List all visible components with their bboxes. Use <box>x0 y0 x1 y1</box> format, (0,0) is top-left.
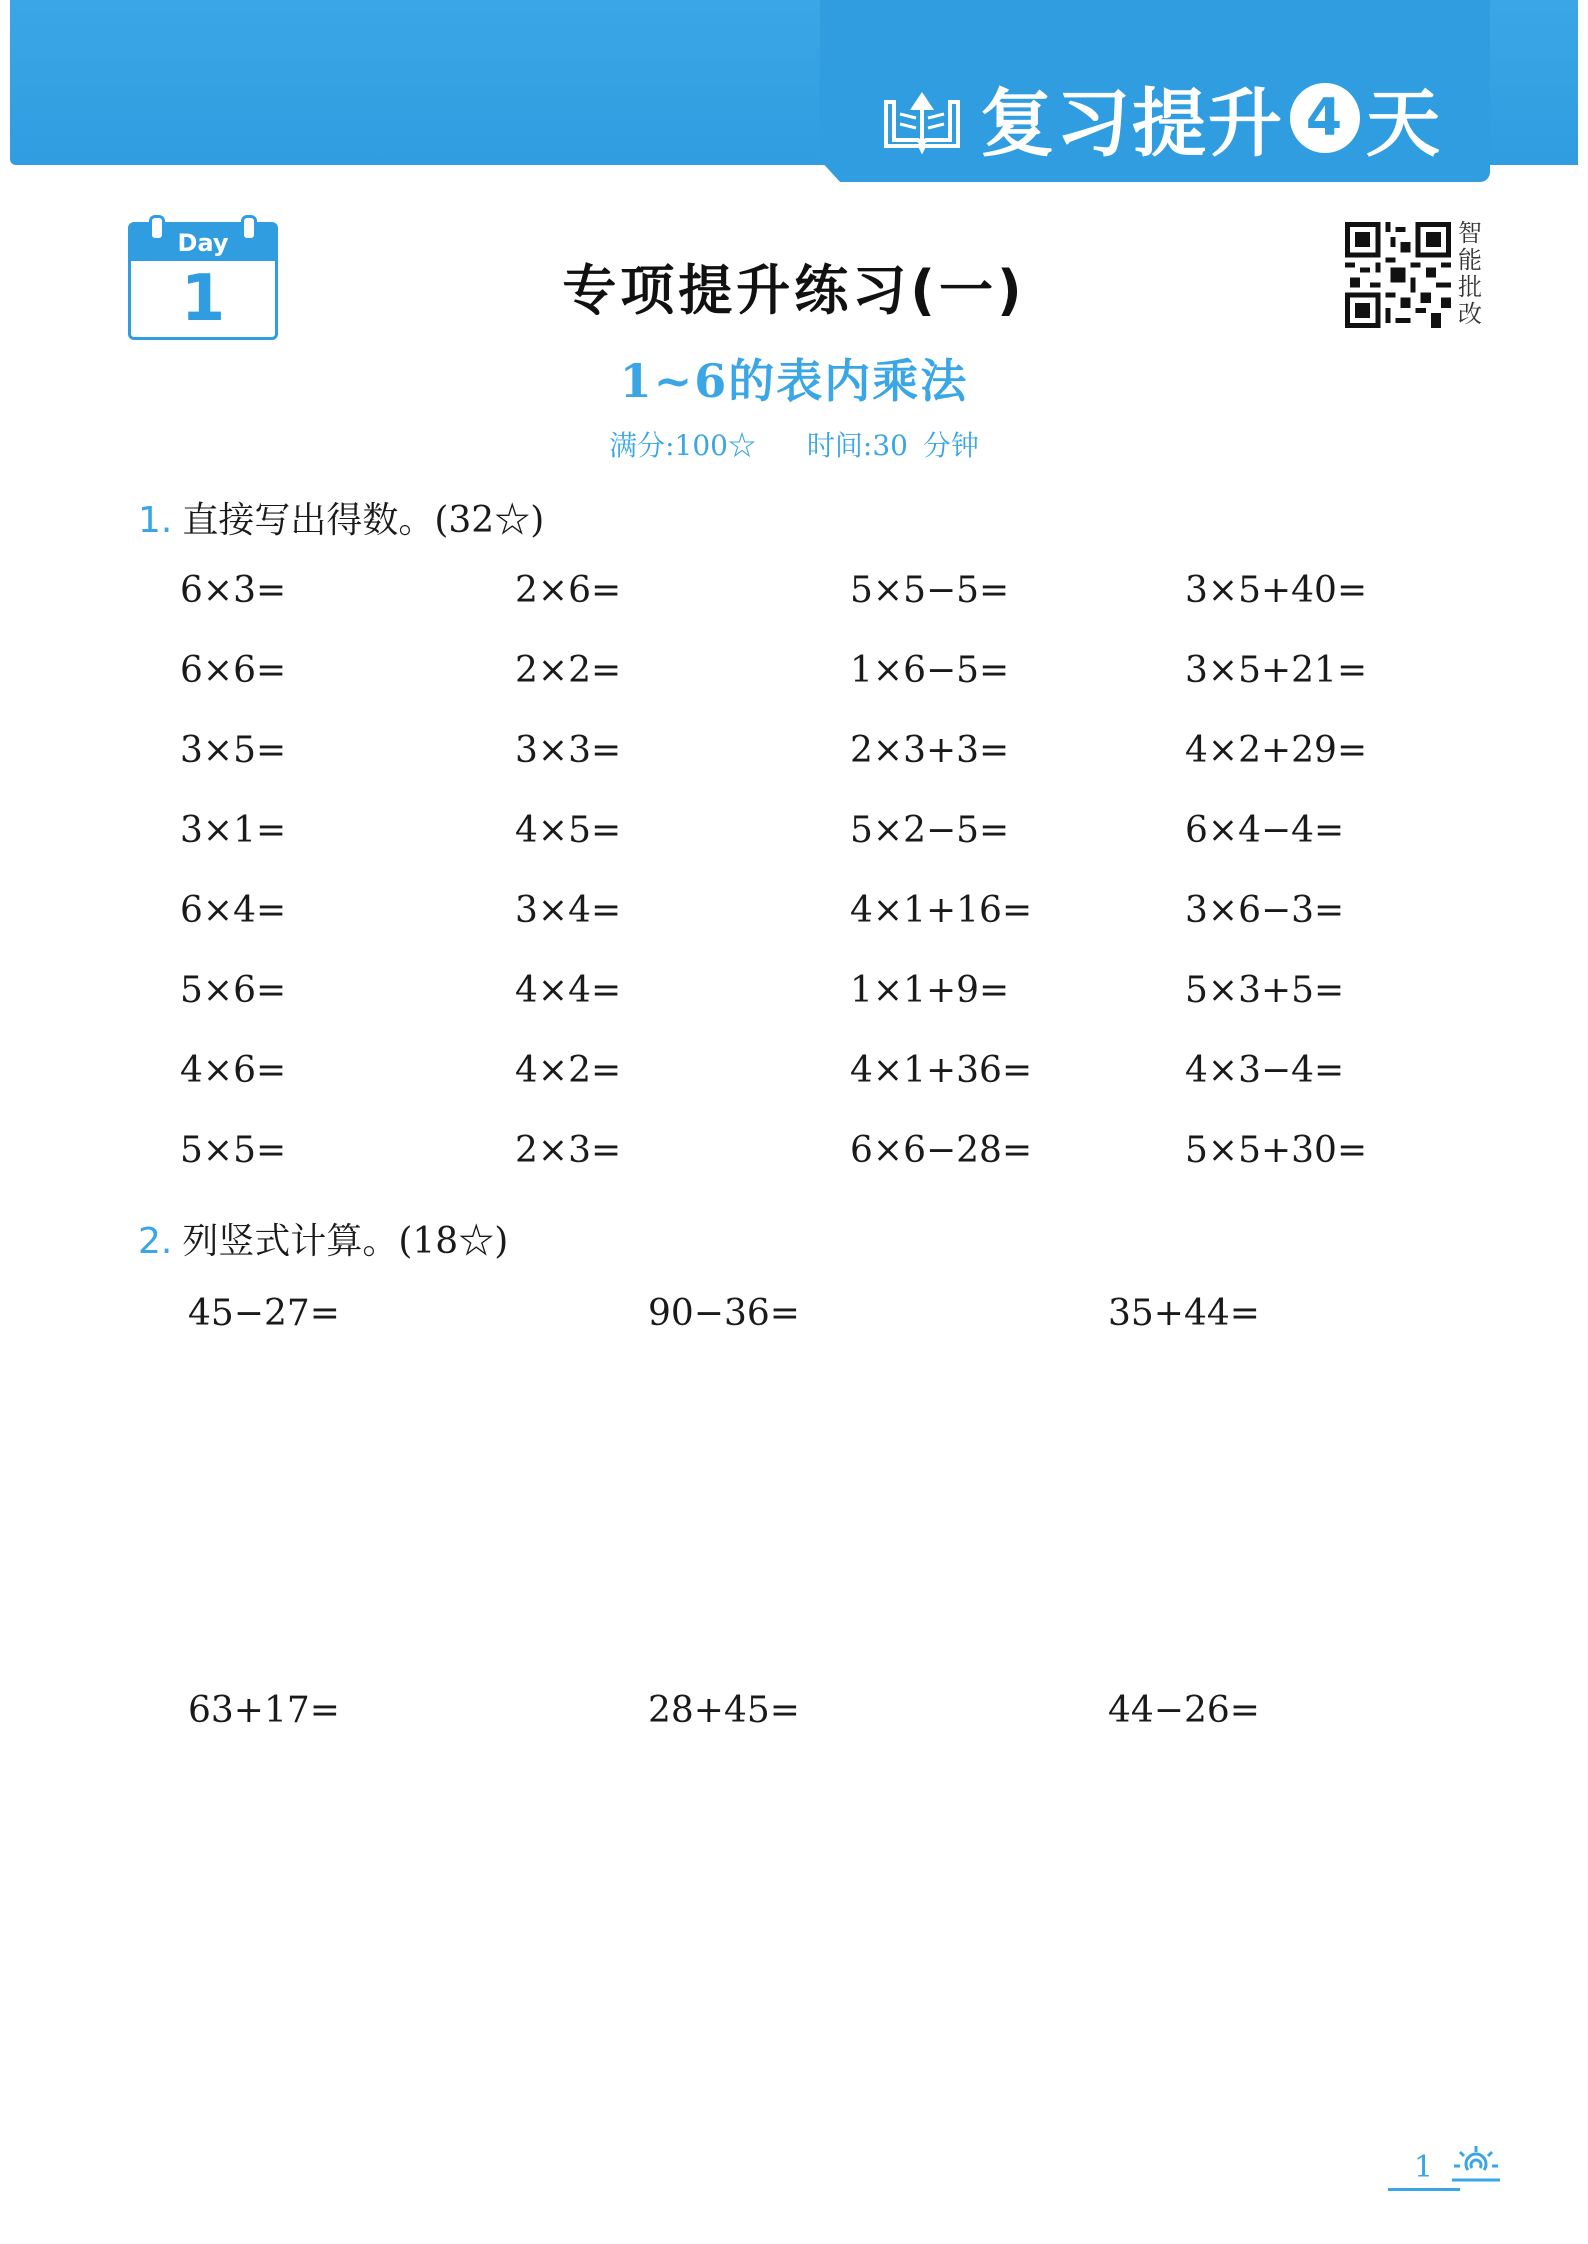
arithmetic-problem: 2×3+3= <box>850 730 1010 771</box>
calendar-ring-icon <box>241 215 257 241</box>
arithmetic-problem: 2×6= <box>515 570 622 611</box>
arithmetic-problem: 4×1+36= <box>850 1050 1033 1091</box>
banner-title <box>980 65 1442 171</box>
arithmetic-problem: 4×1+16= <box>850 890 1033 931</box>
time-limit: 时间:30 分钟 <box>806 429 979 462</box>
section1-number: 1. <box>138 500 173 541</box>
page-number: 1 <box>1414 2150 1434 2185</box>
section1-problem-grid <box>180 570 1400 1210</box>
section1-instruction: 直接写出得数。(32☆) <box>182 500 545 541</box>
full-score: 满分:100☆ <box>609 429 756 462</box>
arithmetic-problem: 3×5+21= <box>1185 650 1368 691</box>
arithmetic-problem: 3×5+40= <box>1185 570 1368 611</box>
arithmetic-problem: 5×6= <box>180 970 287 1011</box>
vertical-calc-problem: 44−26= <box>1108 1690 1260 1731</box>
page-subtitle: 1~6的表内乘法 <box>619 354 969 408</box>
arithmetic-problem: 3×4= <box>515 890 622 931</box>
arithmetic-problem: 4×6= <box>180 1050 287 1091</box>
banner-day-count: 4 <box>1290 83 1360 153</box>
arithmetic-problem: 6×6−28= <box>850 1130 1033 1171</box>
page-number-underline <box>1388 2188 1460 2191</box>
vertical-calc-problem: 35+44= <box>1108 1293 1260 1334</box>
page-title: 专项提升练习(一) <box>562 259 1026 322</box>
arithmetic-problem: 4×2= <box>515 1050 622 1091</box>
vertical-calc-problem: 63+17= <box>188 1690 340 1731</box>
arithmetic-problem: 1×1+9= <box>850 970 1010 1011</box>
sun-icon <box>1450 2140 1502 2188</box>
section2-instruction: 列竖式计算。(18☆) <box>182 1221 509 1262</box>
arithmetic-problem: 2×3= <box>515 1130 622 1171</box>
arithmetic-problem: 4×3−4= <box>1185 1050 1345 1091</box>
banner-title-group <box>880 68 1442 168</box>
calendar-number: 1 <box>180 262 226 336</box>
arithmetic-problem: 6×3= <box>180 570 287 611</box>
section2-number: 2. <box>138 1221 173 1262</box>
section2-problem-row <box>188 1293 1368 1334</box>
arithmetic-problem: 5×3+5= <box>1185 970 1345 1011</box>
arithmetic-problem: 5×5= <box>180 1130 287 1171</box>
arithmetic-problem: 6×6= <box>180 650 287 691</box>
calendar-ring-icon <box>149 215 165 241</box>
calendar-label: Day <box>131 225 275 261</box>
arithmetic-problem: 1×6−5= <box>850 650 1010 691</box>
arithmetic-problem: 6×4−4= <box>1185 810 1345 851</box>
qr-code-icon[interactable] <box>1345 222 1451 328</box>
vertical-calc-problem: 28+45= <box>648 1690 800 1731</box>
banner-title-part1: 复习提升 <box>980 81 1284 167</box>
arithmetic-problem: 3×5= <box>180 730 287 771</box>
arithmetic-problem: 5×5+30= <box>1185 1130 1368 1171</box>
vertical-calc-problem: 90−36= <box>648 1293 800 1334</box>
vertical-calc-problem: 45−27= <box>188 1293 340 1334</box>
section2-problem-row <box>188 1690 1368 1731</box>
arithmetic-problem: 4×4= <box>515 970 622 1011</box>
section1-heading <box>138 492 544 543</box>
arithmetic-problem: 3×3= <box>515 730 622 771</box>
section2-heading <box>138 1213 508 1264</box>
qr-label: 智能批改 <box>1458 219 1482 328</box>
book-icon <box>880 82 964 154</box>
arithmetic-problem: 2×2= <box>515 650 622 691</box>
banner-title-part2: 天 <box>1366 81 1442 167</box>
arithmetic-problem: 5×5−5= <box>850 570 1010 611</box>
arithmetic-problem: 4×2+29= <box>1185 730 1368 771</box>
arithmetic-problem: 6×4= <box>180 890 287 931</box>
arithmetic-problem: 5×2−5= <box>850 810 1010 851</box>
score-time-line <box>0 424 1588 464</box>
arithmetic-problem: 3×6−3= <box>1185 890 1345 931</box>
arithmetic-problem: 3×1= <box>180 810 287 851</box>
arithmetic-problem: 4×5= <box>515 810 622 851</box>
